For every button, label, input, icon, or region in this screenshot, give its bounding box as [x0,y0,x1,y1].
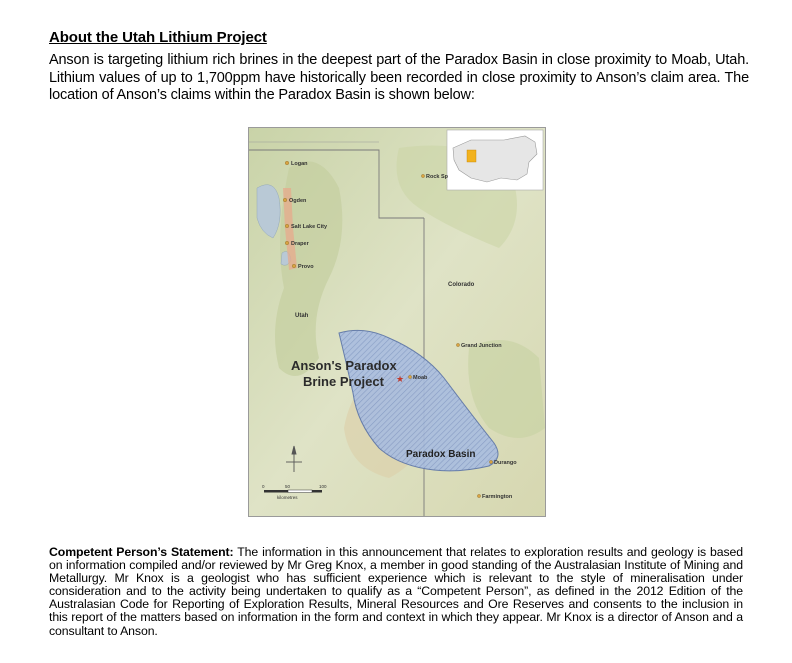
slc-marker [285,224,289,228]
farmington-label: Farmington [482,494,513,500]
statement-label: Competent Person’s Statement: [49,545,234,559]
draper-label: Draper [291,241,309,247]
provo-label: Provo [298,264,314,270]
farmington-marker [477,494,480,497]
utah-state-label: Utah [295,313,309,319]
scale-zero: 0 [262,484,265,489]
scale-mid: 50 [285,484,291,489]
moab-label: Moab [413,375,428,381]
ogden-label: Ogden [289,198,307,204]
ogden-marker [283,198,287,202]
project-label-line2: Brine Project [303,374,384,389]
project-location-map [248,127,546,517]
grand-junction-marker [456,343,459,346]
statement-text: The information in this announcement that relates to exploration results and geology is based on information compiled and/or reviewed by Mr Greg Knox, a member in good standing of the Australasian Institute of Mining and Metallurgy. Mr Knox is a geologist who has sufficient experience which is relevant to the style of mineralisation under consideration and to the activity being undertaken to qualify as a “Competent Person”, as defined in the 2012 Edition of the Australasian Code for Reporting of Exploration Results, Mineral Resources and Ore Reserves and consents to the inclusion in this report of the matters based on information in the form and context in which they appear. Mr Knox is a director of Anson and a consultant to Anson. [49,545,743,638]
scale-unit: kilometres [277,495,298,500]
intro-paragraph: Anson is targeting lithium rich brines in the deepest part of the Paradox Basin in close proximity to Moab, Utah. Lithium values of up to 1,700ppm have historically been recorded in close proximity to Anson’s claim area. The location of Anson’s claims within the Paradox Basin is shown below: [49,52,749,103]
rock-springs-marker [421,174,424,177]
project-star: ★ [396,375,405,385]
grand-junction-label: Grand Junction [461,343,502,349]
rock-springs-label: Rock Sp [426,174,449,180]
provo-marker [292,264,296,268]
logan-label: Logan [291,161,308,167]
logan-marker [285,161,289,165]
durango-label: Durango [494,460,517,466]
draper-marker [285,241,289,245]
project-label-line1: Anson's Paradox [291,358,397,373]
durango-marker [489,460,492,463]
moab-marker [408,375,411,378]
scale-max: 100 [319,484,327,489]
colorado-state-label: Colorado [448,282,475,288]
utah-highlight [467,150,476,162]
section-heading: About the Utah Lithium Project [49,29,267,46]
us-locator-inset [447,130,543,190]
slc-label: Salt Lake City [291,224,328,230]
basin-label: Paradox Basin [406,449,476,460]
competent-person-statement [49,546,743,638]
